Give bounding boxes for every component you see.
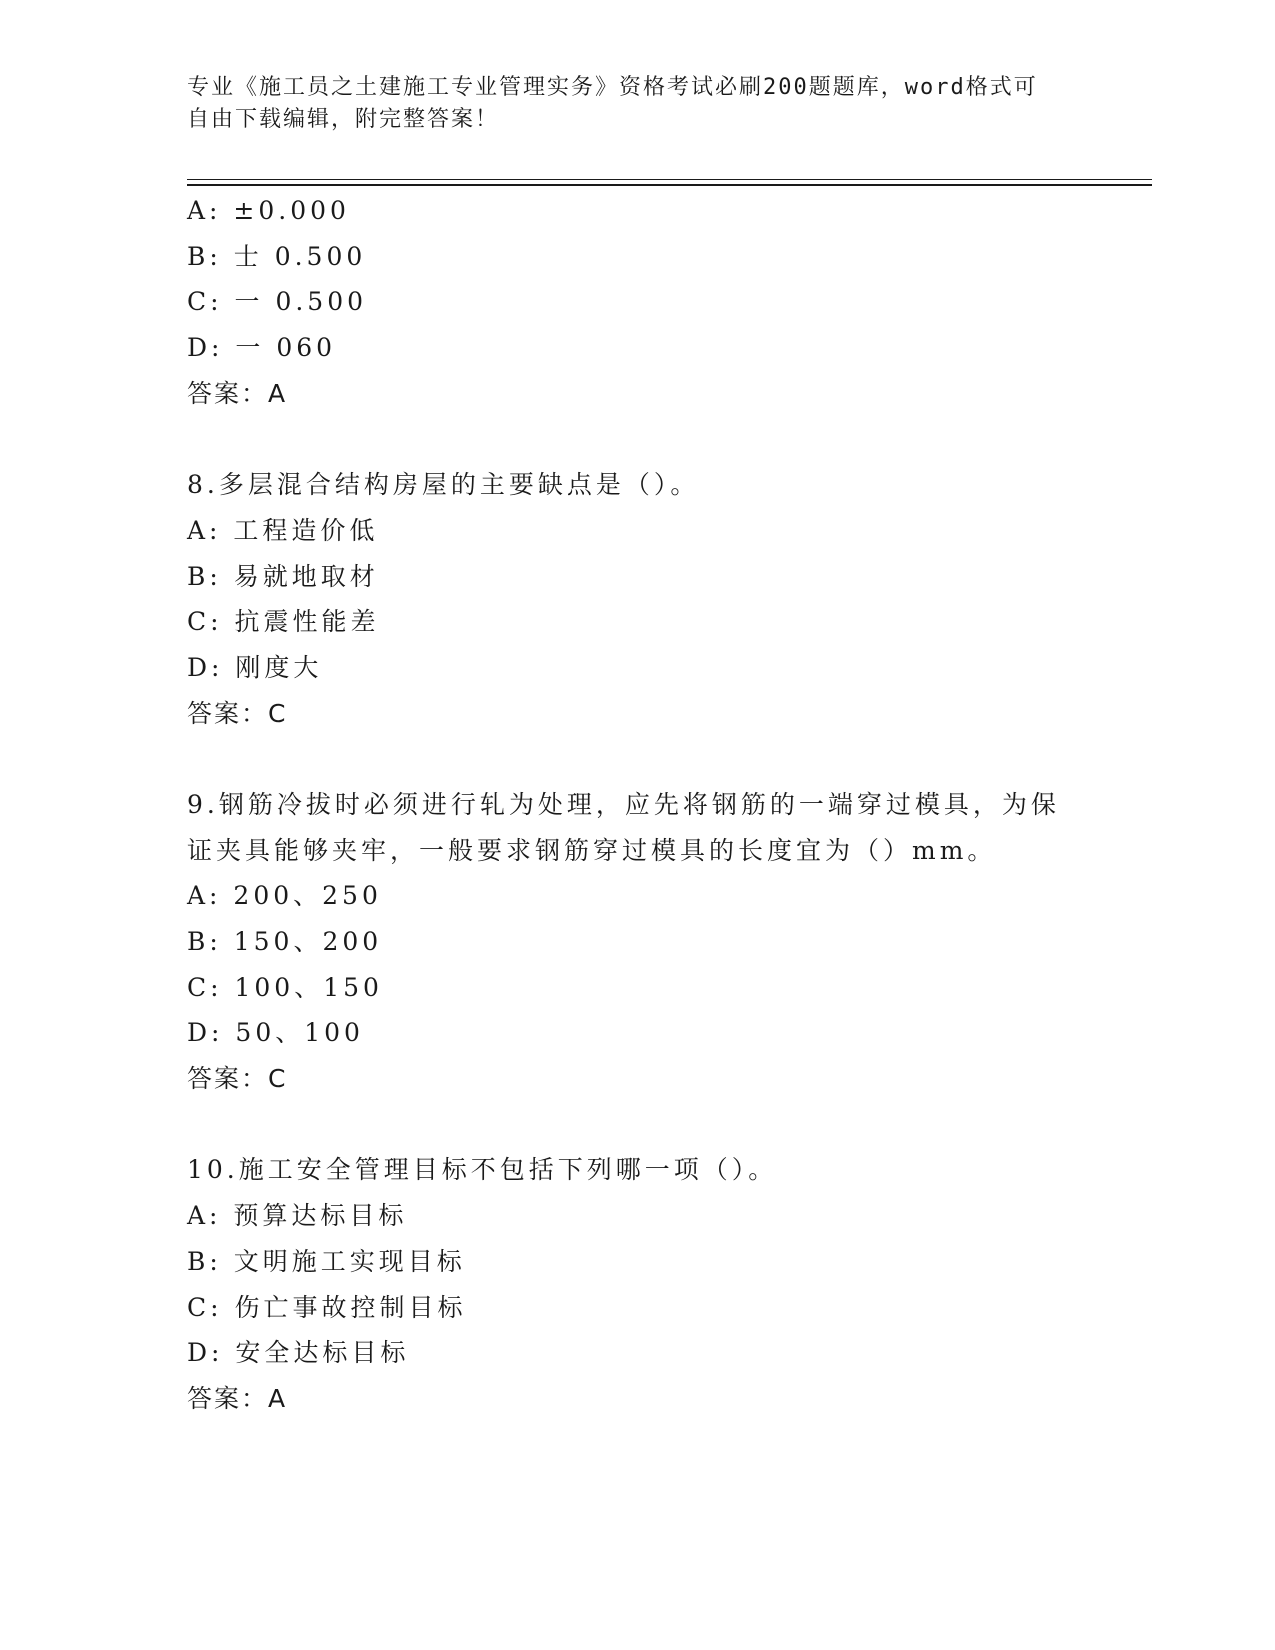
answer-label: 答案：A bbox=[187, 378, 288, 408]
header-title-line-1: 专业《施工员之土建施工专业管理实务》资格考试必刷200题题库，word格式可 bbox=[187, 75, 1038, 100]
question-list bbox=[187, 188, 1087, 1422]
option-b: B: 文明施工实现目标 bbox=[187, 1246, 466, 1276]
question-text-line-1: 9.钢筋冷拔时必须进行轧为处理，应先将钢筋的一端穿过模具，为保 bbox=[187, 789, 1060, 819]
option-a: A: 预算达标目标 bbox=[187, 1201, 408, 1231]
answer-label: 答案：C bbox=[187, 1064, 288, 1094]
option-d: D: 一 060 bbox=[187, 333, 337, 363]
header-title-line-2: 自由下载编辑，附完整答案！ bbox=[187, 107, 500, 132]
option-b: B: 易就地取材 bbox=[187, 561, 379, 591]
header-divider-thick bbox=[187, 184, 1152, 186]
question-block-7 bbox=[187, 188, 1087, 416]
option-b: B: 士 0.500 bbox=[187, 241, 367, 271]
question-block-10 bbox=[187, 1147, 1087, 1421]
spacer bbox=[187, 1102, 1087, 1148]
spacer bbox=[187, 736, 1087, 782]
question-block-8 bbox=[187, 462, 1087, 736]
question-text-line-2: 证夹具能够夹牢，一般要求钢筋穿过模具的长度宜为（）mm。 bbox=[187, 835, 997, 865]
option-d: D: 50、100 bbox=[187, 1018, 364, 1048]
option-c: C: 100、150 bbox=[187, 972, 383, 1002]
spacer bbox=[187, 416, 1087, 462]
answer-label: 答案：A bbox=[187, 1383, 288, 1413]
option-a: A: 工程造价低 bbox=[187, 515, 379, 545]
question-block-9 bbox=[187, 782, 1087, 1102]
document-header bbox=[187, 72, 1067, 136]
option-b: B: 150、200 bbox=[187, 927, 383, 957]
option-d: D: 安全达标目标 bbox=[187, 1338, 410, 1368]
option-c: C: 抗震性能差 bbox=[187, 607, 380, 637]
question-text: 10.施工安全管理目标不包括下列哪一项（）。 bbox=[187, 1155, 778, 1185]
answer-label: 答案：C bbox=[187, 698, 288, 728]
question-text: 8.多层混合结构房屋的主要缺点是（）。 bbox=[187, 470, 700, 500]
option-c: C: 伤亡事故控制目标 bbox=[187, 1292, 467, 1322]
option-a: A: 200、250 bbox=[187, 881, 382, 911]
option-d: D: 刚度大 bbox=[187, 652, 323, 682]
header-divider-thin bbox=[187, 179, 1152, 180]
option-a: A: ±0.000 bbox=[187, 196, 350, 225]
option-c: C: 一 0.500 bbox=[187, 287, 368, 317]
